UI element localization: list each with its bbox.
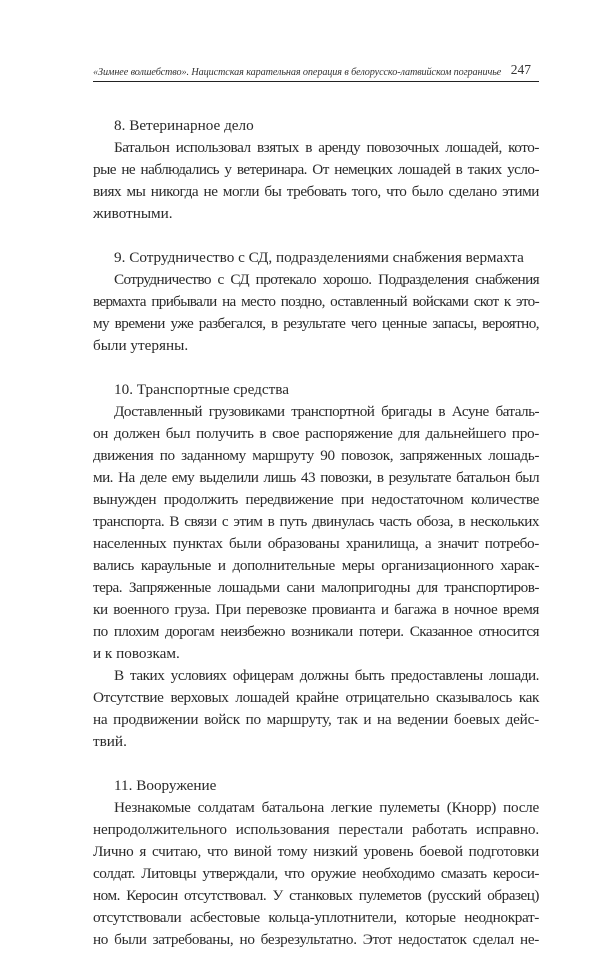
- section-heading: 8. Ветеринарное дело: [114, 117, 254, 134]
- text-line: вались караульные и дополнительные меры организационного харак-: [93, 557, 539, 574]
- text-line: на продвижении войск по маршруту, так и на ведении боевых дейс-: [93, 711, 539, 728]
- text-line: Лично я считаю, что виной тому низкий уровень боевой подготовки: [93, 843, 539, 860]
- text-line: Незнакомые солдатам батальона легкие пулеметы (Кнорр) после: [114, 799, 539, 816]
- paragraph: [93, 401, 539, 665]
- text-line: рые не наблюдались у ветеринара. От немецких лошадей в таких усло-: [93, 161, 539, 178]
- paragraph: [93, 665, 539, 753]
- text-line: движения по заданному маршруту 90 повозок, запряженных лошадь-: [93, 447, 539, 464]
- text-line: ном. Керосин отсутствовал. У станковых пулеметов (русский образец): [93, 887, 539, 904]
- running-title: «Зимнее волшебство». Нацистская карательная операция в белорусско-латвийском пограничье: [93, 67, 502, 78]
- text-line: В таких условиях офицерам должны быть предоставлены лошади.: [114, 667, 539, 684]
- text-line: Доставленный грузовиками транспортной бригады в Асуне баталь-: [114, 403, 539, 420]
- text-line: тера. Запряженные лошадьми сани малопригодны для транспортиров-: [93, 579, 539, 596]
- text-line: непродолжительного использования перестали работать исправно.: [93, 821, 539, 838]
- section-heading: 10. Транспортные средства: [114, 381, 289, 398]
- text-line: вынужден продолжить передвижение при недостаточном количестве: [93, 491, 539, 508]
- text-line: ки военного груза. При перевозке провианта и багажа в ночное время: [93, 601, 539, 618]
- text-line: вермахта прибывали на место поздно, оставленный войсками скот к это-: [93, 293, 539, 310]
- text-line: Отсутствие верховых лошадей крайне отрицательно сказывалось как: [93, 689, 539, 706]
- text-line: животными.: [93, 205, 173, 222]
- text-line: виях мы никогда не могли бы требовать того, что было сделано этими: [93, 183, 539, 200]
- section-10-transport: [93, 379, 539, 753]
- text-line: и к повозкам.: [93, 645, 180, 662]
- book-page: [93, 56, 539, 973]
- text-line: населенных пунктах были образованы хранилища, а значит потребо-: [93, 535, 539, 552]
- section-8-veterinary: [93, 115, 539, 225]
- section-heading: 11. Вооружение: [114, 777, 217, 794]
- page-number: 247: [510, 62, 531, 77]
- text-line: он должен был получить в свое распоряжение для дальнейшего про-: [93, 425, 539, 442]
- page-body: [93, 115, 539, 951]
- text-line: были утеряны.: [93, 337, 189, 354]
- text-line: но были затребованы, но безрезультатно. Этот недостаток сделал не-: [93, 931, 539, 948]
- text-line: по плохим дорогам неизбежно возникали потери. Сказанное относится: [93, 623, 539, 640]
- text-line: ми. На деле ему выделили лишь 43 повозки, в результате батальон был: [93, 469, 539, 486]
- text-line: транспорта. В связи с этим в путь двинулась часть обоза, в нескольких: [93, 513, 539, 530]
- text-line: твий.: [93, 733, 127, 750]
- section-9-cooperation: [93, 247, 539, 357]
- paragraph: [93, 269, 539, 357]
- text-line: отсутствовали асбестовые кольца-уплотнители, которые неоднократ-: [93, 909, 539, 926]
- section-11-armament: [93, 775, 539, 951]
- section-heading: 9. Сотрудничество с СД, подразделениями снабжения вермахта: [114, 249, 524, 266]
- paragraph: [93, 797, 539, 951]
- text-line: Сотрудничество с СД протекало хорошо. Подразделения снабжения: [114, 271, 539, 288]
- text-line: солдат. Литовцы утверждали, что оружие необходимо смазать кероси-: [93, 865, 539, 882]
- text-line: Батальон использовал взятых в аренду повозочных лошадей, кото-: [114, 139, 539, 156]
- paragraph: [93, 137, 539, 225]
- text-line: му времени уже разбегался, в результате чего ценные запасы, вероятно,: [93, 315, 539, 332]
- running-header: [93, 56, 539, 82]
